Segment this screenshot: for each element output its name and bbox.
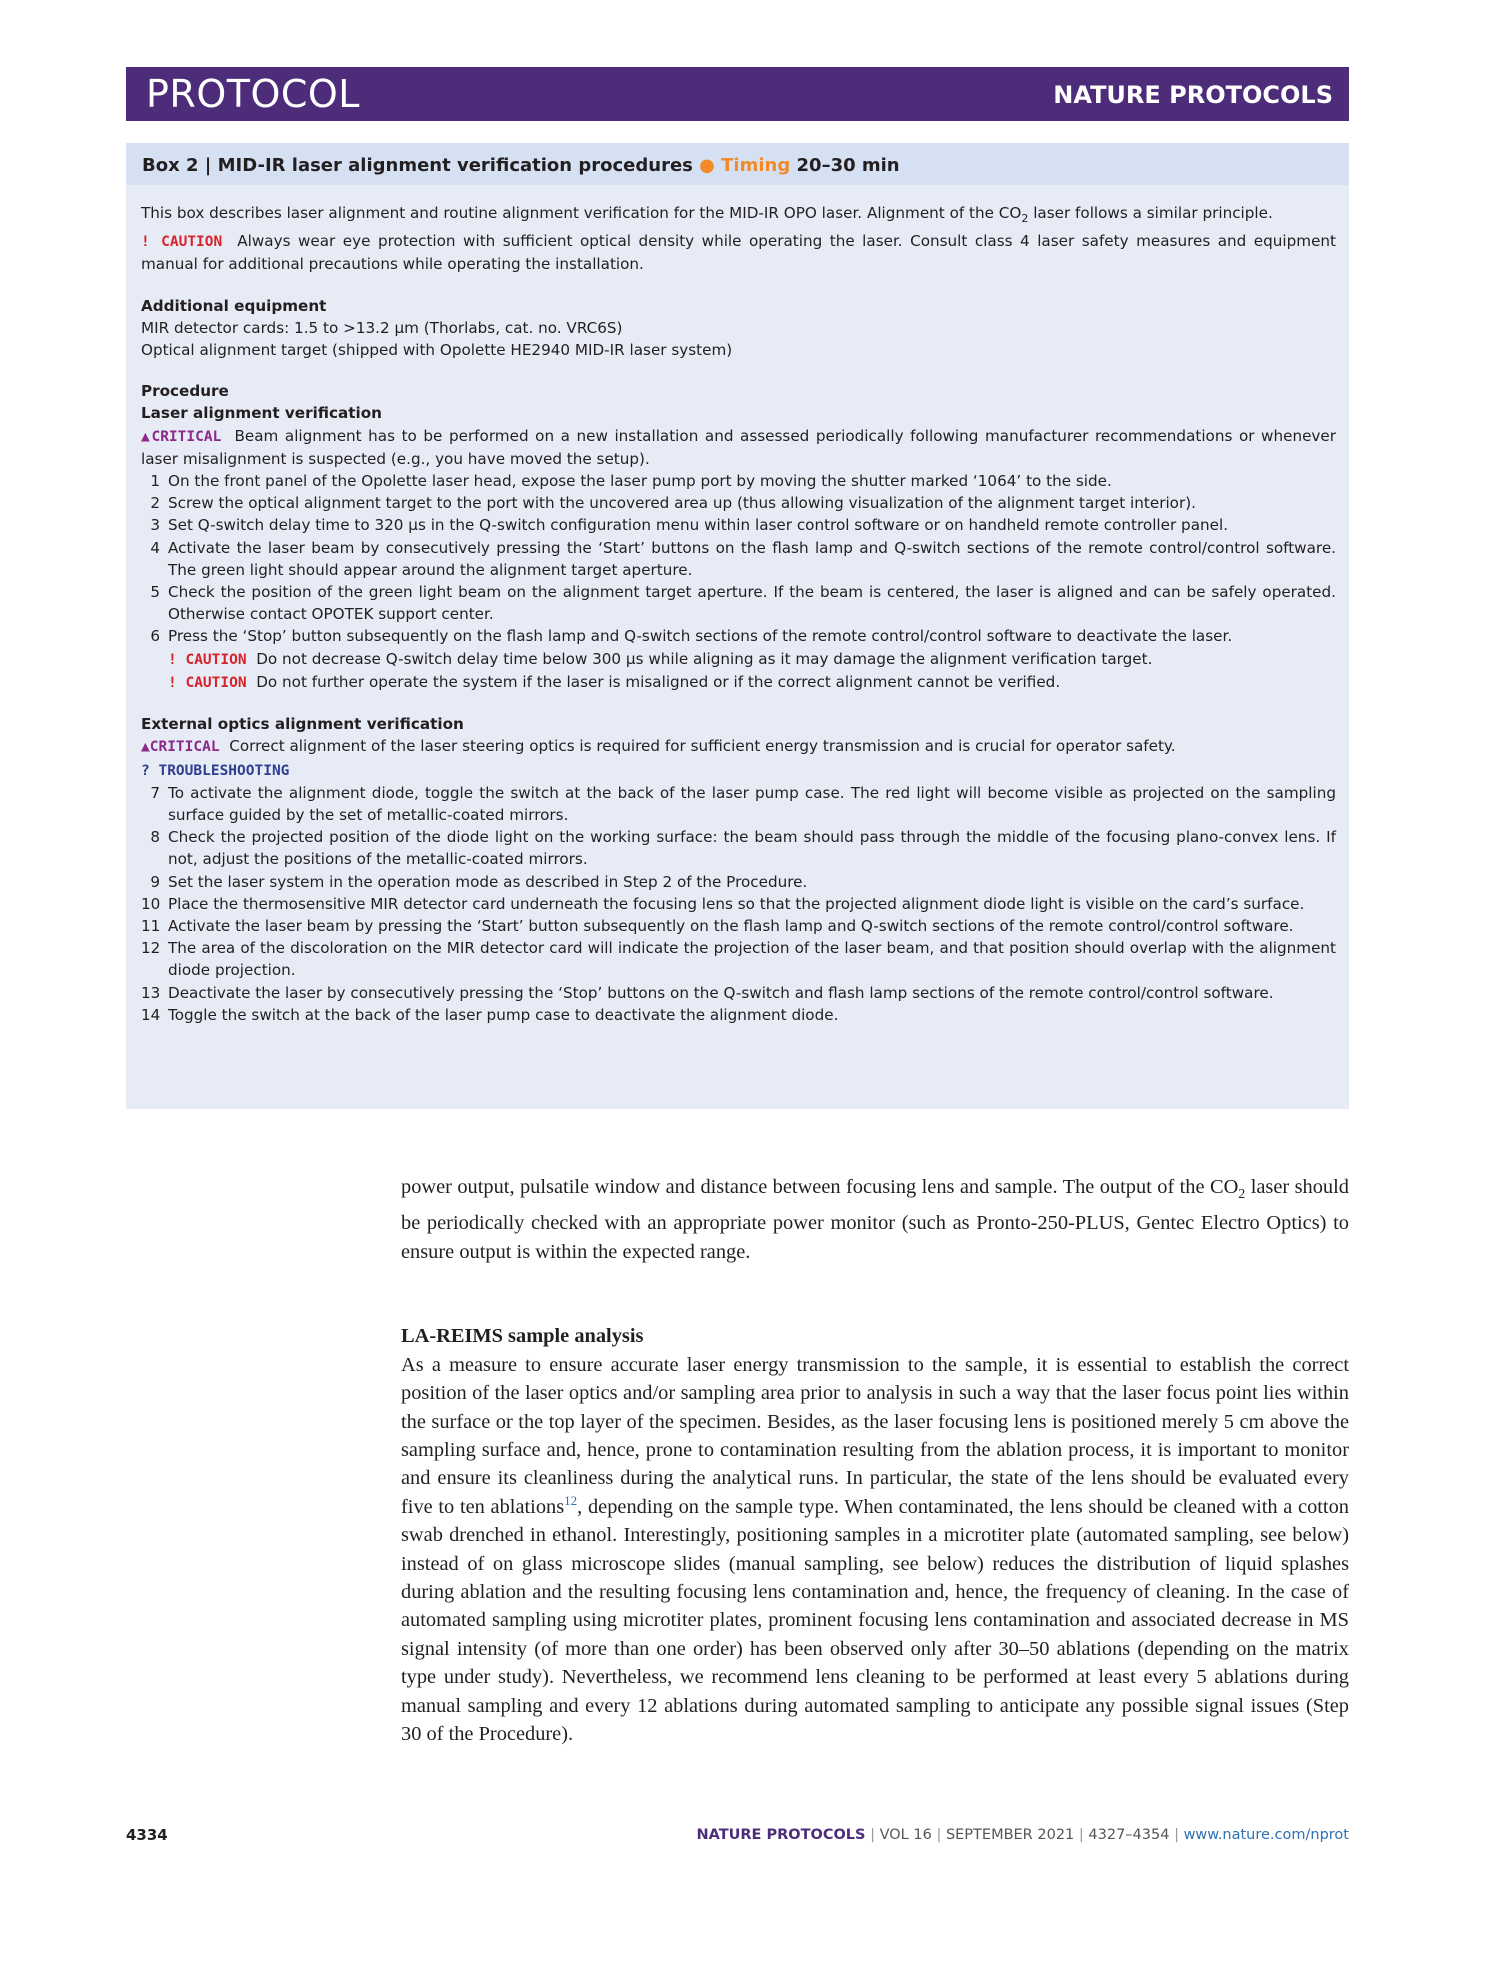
step-text: Activate the laser beam by pressing the ‘Start’ button subsequently on the flash lamp and Q-switch sections of the remote control/control software. bbox=[168, 916, 1294, 935]
step-number: 3 bbox=[150, 516, 160, 535]
procedure-heading: Procedure bbox=[141, 382, 229, 401]
procedure-step bbox=[141, 871, 1336, 893]
procedure-step bbox=[141, 581, 1336, 625]
header-journal-name: NATURE PROTOCOLS bbox=[1053, 81, 1333, 109]
footer-date: SEPTEMBER 2021 bbox=[945, 1827, 1075, 1843]
page-number: 4334 bbox=[126, 1826, 168, 1844]
step6-caution bbox=[141, 671, 1336, 694]
equipment-item: Optical alignment target (shipped with Opolette HE2940 MID-IR laser system) bbox=[141, 341, 733, 360]
paragraph bbox=[401, 1351, 1349, 1749]
paragraph-text: As a measure to ensure accurate laser energy transmission to the sample, it is essential to establish the correct position of the laser optics and/or sampling area prior to analysis in such a way that the laser focus point lies within the surface or the top layer of the specimen. Besides, as the laser focusing lens is positioned merely 5 cm above the sampling surface and, hence, prone to contamination resulting from the ablation process, it is important to monitor and ensure its cleanliness during the analytical runs. In particular, the state of the lens should be evaluated every five to ten ablations bbox=[401, 1353, 1349, 1518]
procedure-step bbox=[141, 982, 1336, 1004]
timing-label: Timing bbox=[721, 155, 791, 176]
paragraph-text-end: , depending on the sample type. When contaminated, the lens should be cleaned with a cotton swab drenched in ethanol. Interestingly, positioning samples in a microtiter plate (automated sampling, see below) instead of on glass microscope slides (manual sampling, see below) reduces the distribution of liquid splashes during ablation and the resulting focusing lens contamination and, hence, the frequency of cleaning. In the case of automated sampling using microtiter plates, prominent focusing lens contamination and associated decrease in MS signal intensity (of more than one order) has been observed only after 30–50 ablations (depending on the matrix type under study). Nevertheless, we recommend lens cleaning to be performed at least every 5 ablations during manual sampling and every 12 ablations during automated sampling to anticipate any possible signal issues (Step 30 of the Procedure). bbox=[401, 1495, 1349, 1745]
box-2-panel bbox=[126, 143, 1349, 1109]
step-number: 12 bbox=[141, 939, 161, 958]
caution-text: Do not further operate the system if the laser is misaligned or if the correct alignment cannot be verified. bbox=[256, 672, 1061, 691]
step-text: Press the ‘Stop’ button subsequently on the flash lamp and Q-switch sections of the remote control/control software to deactivate the laser. bbox=[168, 627, 1233, 646]
procedure-step bbox=[141, 625, 1336, 647]
external-critical-note bbox=[141, 735, 1336, 758]
main-body-text bbox=[401, 1173, 1349, 1748]
intro-text: This box describes laser alignment and routine alignment verification for the MID-IR OPO laser. Alignment of the CO bbox=[141, 204, 1022, 222]
step-number: 2 bbox=[150, 494, 160, 513]
step-number: 10 bbox=[141, 894, 161, 913]
box-body bbox=[141, 202, 1336, 1026]
box-intro bbox=[141, 202, 1336, 276]
procedure-step bbox=[141, 937, 1336, 981]
procedure-step bbox=[141, 537, 1336, 581]
caution-text: Do not decrease Q-switch delay time below 300 µs while aligning as it may damage the alignment verification target. bbox=[256, 649, 1153, 668]
step-number: 4 bbox=[150, 538, 160, 557]
laser-steps-list bbox=[141, 470, 1336, 694]
troubleshooting-note bbox=[141, 759, 1336, 782]
step-text: Place the thermosensitive MIR detector card underneath the focusing lens so that the projected alignment diode light is visible on the card’s surface. bbox=[168, 894, 1305, 913]
step-number: 7 bbox=[150, 783, 160, 802]
laser-critical-note bbox=[141, 425, 1336, 470]
caution-label: ! CAUTION bbox=[141, 234, 223, 251]
step-number: 1 bbox=[150, 472, 160, 491]
step-text: Check the projected position of the diode light on the working surface: the beam should pass through the middle of the focusing plano-convex lens. If not, adjust the positions of the metallic-coated mirrors. bbox=[168, 828, 1336, 869]
critical-label: ▲CRITICAL bbox=[141, 739, 220, 756]
procedure-step bbox=[141, 893, 1336, 915]
intro-text-end: laser follows a similar principle. bbox=[1028, 204, 1273, 222]
equipment-item: MIR detector cards: 1.5 to >13.2 µm (Thorlabs, cat. no. VRC6S) bbox=[141, 318, 623, 337]
timing-dot-icon: ● bbox=[699, 155, 715, 176]
procedure-step bbox=[141, 1004, 1336, 1026]
procedure-step bbox=[141, 915, 1336, 937]
paragraph-text: power output, pulsatile window and distance between focusing lens and sample. The output of the CO bbox=[401, 1176, 1239, 1198]
critical-label: ▲CRITICAL bbox=[141, 428, 222, 445]
step-text: Activate the laser beam by consecutively pressing the ‘Start’ buttons on the flash lamp and Q-switch sections of the remote control/control software. The green light should appear around the alignment target aperture. bbox=[168, 538, 1336, 579]
caution-label: ! CAUTION bbox=[168, 674, 247, 691]
footer-pages: 4327–4354 bbox=[1088, 1827, 1170, 1843]
step-text: The area of the discoloration on the MIR detector card will indicate the projection of the laser beam, and that position should overlap with the alignment diode projection. bbox=[168, 939, 1336, 980]
step6-caution bbox=[141, 648, 1336, 671]
step-text: Check the position of the green light beam on the alignment target aperture. If the beam is centered, the laser is aligned and can be safely operated. Otherwise contact OPOTEK support center. bbox=[168, 583, 1336, 624]
laser-alignment-heading: Laser alignment verification bbox=[141, 404, 382, 423]
footer-volume: VOL 16 bbox=[879, 1827, 932, 1843]
step-text: Deactivate the laser by consecutively pressing the ‘Stop’ buttons on the Q-switch and flash lamp sections of the remote control/control software. bbox=[168, 983, 1274, 1002]
external-optics-heading: External optics alignment verification bbox=[141, 715, 464, 734]
step-number: 14 bbox=[141, 1005, 161, 1024]
procedure-step bbox=[141, 826, 1336, 870]
step-text: On the front panel of the Opolette laser head, expose the laser pump port by moving the shutter marked ‘1064’ to the side. bbox=[168, 472, 1112, 491]
footer-citation: NATURE PROTOCOLS | VOL 16 | SEPTEMBER 2021 | 4327–4354 | www.nature.com/nprot bbox=[696, 1827, 1349, 1843]
paragraph-text-end: laser should be periodically checked with an appropriate power monitor (such as Pronto-250-PLUS, Gentec Electro Optics) to ensure output is within the expected range. bbox=[401, 1176, 1349, 1263]
procedure-step bbox=[141, 492, 1336, 514]
timing-value: 20–30 min bbox=[796, 155, 900, 176]
intro-subscript: 2 bbox=[1021, 212, 1029, 226]
citation-link[interactable]: 12 bbox=[564, 1492, 578, 1508]
paragraph bbox=[401, 1173, 1349, 1266]
step-number: 11 bbox=[141, 916, 161, 935]
procedure-step bbox=[141, 782, 1336, 826]
box-title bbox=[142, 155, 900, 176]
procedure-step bbox=[141, 514, 1336, 536]
critical-text: Correct alignment of the laser steering optics is required for sufficient energy transmission and is crucial for operator safety. bbox=[229, 737, 1176, 756]
section-heading: LA-REIMS sample analysis bbox=[401, 1325, 644, 1348]
caution-text: Always wear eye protection with sufficient optical density while operating the laser. Consult class 4 laser safety measures and equipment manual for additional precautions while operating the installation. bbox=[141, 232, 1336, 274]
caution-label: ! CAUTION bbox=[168, 651, 247, 668]
step-text: Toggle the switch at the back of the laser pump case to deactivate the alignment diode. bbox=[168, 1005, 839, 1024]
equipment-heading: Additional equipment bbox=[141, 296, 327, 315]
box-title-bar bbox=[126, 143, 1349, 185]
header-band bbox=[126, 67, 1349, 121]
step-number: 5 bbox=[150, 583, 160, 602]
troubleshooting-label: ? TROUBLESHOOTING bbox=[141, 762, 290, 779]
critical-text: Beam alignment has to be performed on a new installation and assessed periodically following manufacturer recommendations or whenever laser misalignment is suspected (e.g., you have moved the setup). bbox=[141, 426, 1336, 468]
step-number: 13 bbox=[141, 983, 161, 1002]
external-steps-list bbox=[141, 782, 1336, 1026]
footer-journal: NATURE PROTOCOLS bbox=[696, 1827, 866, 1843]
step-text: Set the laser system in the operation mode as described in Step 2 of the Procedure. bbox=[168, 872, 808, 891]
box-title-text: Box 2 | MID-IR laser alignment verification procedures bbox=[142, 155, 693, 176]
step-number: 9 bbox=[150, 872, 160, 891]
step-text: Set Q-switch delay time to 320 µs in the Q-switch configuration menu within laser control software or on handheld remote controller panel. bbox=[168, 516, 1229, 535]
step-number: 6 bbox=[150, 627, 160, 646]
procedure-step bbox=[141, 470, 1336, 492]
header-section-label: PROTOCOL bbox=[146, 72, 360, 116]
step-text: To activate the alignment diode, toggle the switch at the back of the laser pump case. The red light will become visible as projected on the sampling surface guided by the set of metallic-coated mirrors. bbox=[168, 783, 1336, 824]
footer-url-link[interactable]: www.nature.com/nprot bbox=[1183, 1827, 1349, 1843]
subscript: 2 bbox=[1238, 1187, 1246, 1203]
step-text: Screw the optical alignment target to the port with the uncovered area up (thus allowing visualization of the alignment target interior). bbox=[168, 494, 1196, 513]
step-number: 8 bbox=[150, 828, 160, 847]
